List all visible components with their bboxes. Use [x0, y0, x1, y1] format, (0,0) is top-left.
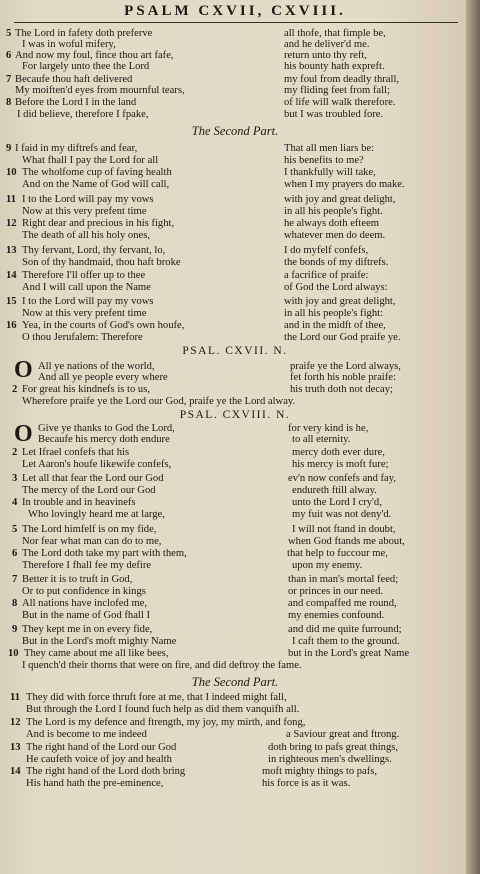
verse-line: The Lord in fafety doth preferve [15, 28, 153, 39]
verse-line: For great his kindnefs is to us, [22, 384, 150, 395]
verse-number: 3 [12, 473, 18, 484]
verse-line: of life will walk therefore. [284, 97, 396, 108]
verse-number: 6 [6, 50, 12, 61]
verse-line: I thankfully will take, [284, 167, 376, 178]
verse-line: Give ye thanks to God the Lord, [38, 423, 175, 434]
verse-line: but I was troubled fore. [284, 109, 384, 120]
verse-number: 8 [6, 97, 12, 108]
verse-number: 13 [10, 742, 21, 753]
verse-number: 5 [6, 28, 12, 39]
verse-line: Who lovingly heard me at large, [28, 509, 165, 520]
verse-line: with joy and great delight, [284, 194, 396, 205]
verse-line: my enemies confound. [288, 610, 385, 621]
verse-line: and compaffed me round, [288, 598, 397, 609]
drop-cap: O [14, 421, 33, 447]
verse-line: Son of thy handmaid, thou haft broke [22, 257, 181, 268]
verse-line: They came about me all like bees, [24, 648, 169, 659]
verse-line: I faid in my diftrefs and fear, [15, 143, 138, 154]
verse-line: when I my prayers do make. [284, 179, 405, 190]
verse-line: or princes in our need. [288, 586, 384, 597]
verse-number: 9 [6, 143, 12, 154]
verse-line: Wherefore praife ye the Lord our God, praife ye the Lord alway. [22, 396, 296, 407]
verse-line: my fliding feet from fall; [284, 85, 390, 96]
verse-line: the Lord our God praife ye. [284, 332, 401, 343]
verse-number: 13 [6, 245, 17, 256]
verse-line: to all eternity. [292, 434, 351, 445]
verse-line: my fuit was not deny'd. [292, 509, 392, 520]
verse-number: 14 [10, 766, 21, 777]
verse-line: upon my enemy. [292, 560, 363, 571]
verse-line: Now at this very prefent time [22, 308, 147, 319]
verse-line: All ye nations of the world, [38, 361, 155, 372]
verse-number: 12 [6, 218, 17, 229]
verse-line: and he deliver'd me. [284, 39, 370, 50]
verse-line: mercy doth ever dure, [292, 447, 385, 458]
verse-number: 16 [6, 320, 17, 331]
verse-line: And now my foul, fince thou art fafe, [15, 50, 174, 61]
verse-line: for very kind is he, [288, 423, 369, 434]
verse-line: But in the Lord's moft mighty Name [22, 636, 177, 647]
verse-line: that help to fuccour me, [287, 548, 388, 559]
verse-line: I did believe, therefore I fpake, [17, 109, 149, 120]
verse-line: He caufeth voice of joy and health [26, 754, 172, 765]
verse-line: Before the Lord I in the land [15, 97, 137, 108]
verse-line: and in the midft of thee, [284, 320, 386, 331]
verse-line: endureth ftill alway. [292, 485, 377, 496]
verse-line: That all men liars be: [284, 143, 375, 154]
verse-line: his benefits to me? [284, 155, 364, 166]
verse-line: Therefore I'll offer up to thee [22, 270, 146, 281]
verse-line: O thou Jerufalem: Therefore [22, 332, 143, 343]
psalm-heading: PSAL. CXVIII. N. [179, 409, 291, 421]
verse-line: I caft them to the ground. [292, 636, 400, 647]
verse-line: And I will call upon the Name [22, 282, 151, 293]
verse-number: 15 [6, 296, 17, 307]
verse-number: 10 [6, 167, 17, 178]
verse-line: of God the Lord always: [284, 282, 388, 293]
verse-line: the bonds of my diftrefs. [284, 257, 389, 268]
book-gutter [466, 0, 480, 874]
verse-line: than in man's mortal feed; [288, 574, 399, 585]
verse-line: I do myfelf confefs, [284, 245, 369, 256]
verse-line: a Saviour great and ftrong. [286, 729, 400, 740]
verse-line: His hand hath the pre-eminence, [26, 778, 164, 789]
verse-line: in all his people's fight. [284, 206, 383, 217]
verse-line: Nor fear what man can do to me, [22, 536, 162, 547]
verse-line: with joy and great delight, [284, 296, 396, 307]
verse-line: I was in woful mifery, [22, 39, 116, 50]
verse-line: What fhall I pay the Lord for all [22, 155, 159, 166]
verse-line: The Lord doth take my part with them, [22, 548, 187, 559]
verse-line: The right hand of the Lord our God [26, 742, 177, 753]
verse-line: Therefore I fhall fee my defire [22, 560, 152, 571]
verse-line: doth bring to pafs great things, [268, 742, 399, 753]
verse-line: The Lord is my defence and ftrength, my joy, my mirth, and fong, [26, 717, 306, 728]
verse-line: All nations have inclofed me, [22, 598, 148, 609]
verse-line: They kept me in on every fide, [22, 624, 153, 635]
verse-number: 12 [10, 717, 21, 728]
verse-line: I to the Lord will pay my vows [22, 194, 154, 205]
verse-number: 4 [12, 497, 18, 508]
verse-line: The death of all his holy ones, [22, 230, 150, 241]
running-head: PSALM CXVII, CXVIII. [124, 3, 346, 19]
verse-line: And is become to me indeed [26, 729, 147, 740]
verse-line: Thy fervant, Lord, thy fervant, lo, [22, 245, 166, 256]
header-rule [14, 22, 458, 23]
verse-number: 7 [6, 74, 12, 85]
verse-line: I quench'd their thorns that were on fire, and did deftroy the fame. [22, 660, 302, 671]
verse-line: And all ye people every where [38, 372, 168, 383]
verse-line: his truth doth not decay; [290, 384, 393, 395]
verse-line: Let Ifrael confefs that his [22, 447, 130, 458]
verse-line: For largely unto thee the Lord [22, 61, 150, 72]
verse-line: Or to put confidence in kings [22, 586, 146, 597]
verse-number: 7 [12, 574, 18, 585]
verse-line: praife ye the Lord always, [290, 361, 401, 372]
verse-line: Better it is to truft in God, [22, 574, 133, 585]
verse-number: 6 [12, 548, 18, 559]
verse-line: fet forth his noble praife: [290, 372, 396, 383]
verse-line: when God ftands me about, [288, 536, 405, 547]
verse-line: They did with force thruft fore at me, that I indeed might fall, [26, 692, 287, 703]
verse-line: he always doth efteem [284, 218, 380, 229]
verse-line: unto the Lord I cry'd, [292, 497, 382, 508]
verse-line: In trouble and in heavinefs [22, 497, 136, 508]
verse-line: Yea, in the courts of God's own houfe, [22, 320, 185, 331]
verse-number: 2 [12, 384, 18, 395]
verse-line: his bounty hath expreft. [284, 61, 385, 72]
verse-line: Let all that fear the Lord our God [22, 473, 164, 484]
verse-line: The mercy of the Lord our God [22, 485, 156, 496]
verse-line: The Lord himfelf is on my fide, [22, 524, 157, 535]
verse-line: his mercy is moft fure; [292, 459, 389, 470]
verse-line: Now at this very prefent time [22, 206, 147, 217]
verse-line: I will not ftand in doubt, [292, 524, 396, 535]
verse-line: a facrifice of praife: [284, 270, 369, 281]
verse-number: 11 [10, 692, 21, 703]
verse-line: Let Aaron's houfe likewife confefs, [22, 459, 172, 470]
verse-line: I to the Lord will pay my vows [22, 296, 154, 307]
section-heading: The Second Part. [191, 675, 279, 689]
verse-line: his force is as it was. [262, 778, 351, 789]
verse-line: Right dear and precious in his fight, [22, 218, 175, 229]
verse-line: But through the Lord I found fuch help as did them vanquifh all. [26, 704, 300, 715]
verse-line: but in the Lord's great Name [288, 648, 410, 659]
verse-number: 5 [12, 524, 18, 535]
verse-line: The right hand of the Lord doth bring [26, 766, 186, 777]
verse-number: 8 [12, 598, 18, 609]
section-heading: The Second Part. [191, 124, 279, 138]
verse-line: The wholfome cup of faving health [22, 167, 172, 178]
verse-line: my foul from deadly thrall, [284, 74, 400, 85]
verse-line: and did me quite furround; [288, 624, 402, 635]
verse-line: ev'n now confefs and fay, [288, 473, 397, 484]
verse-line: And on the Name of God will call, [22, 179, 170, 190]
verse-line: Becaufe thou haft delivered [15, 74, 133, 85]
verse-line: return unto thy reft, [284, 50, 367, 61]
verse-line: in righteous men's dwellings. [268, 754, 392, 765]
psalm-heading: PSAL. CXVII. N. [182, 345, 288, 357]
verse-line: in all his people's fight: [284, 308, 384, 319]
verse-line: whatever men do deem. [284, 230, 386, 241]
verse-number: 14 [6, 270, 17, 281]
verse-number: 10 [8, 648, 19, 659]
verse-line: all thofe, that fimple be, [284, 28, 386, 39]
verse-number: 11 [6, 194, 17, 205]
verse-line: moft mighty things to pafs, [262, 766, 378, 777]
drop-cap: O [14, 357, 33, 383]
verse-line: But in the name of God fhall I [22, 610, 150, 621]
verse-number: 2 [12, 447, 18, 458]
verse-line: Becaufe his mercy doth endure [38, 434, 170, 445]
verse-number: 9 [12, 624, 18, 635]
verse-line: My moiften'd eyes from mournful tears, [15, 85, 185, 96]
